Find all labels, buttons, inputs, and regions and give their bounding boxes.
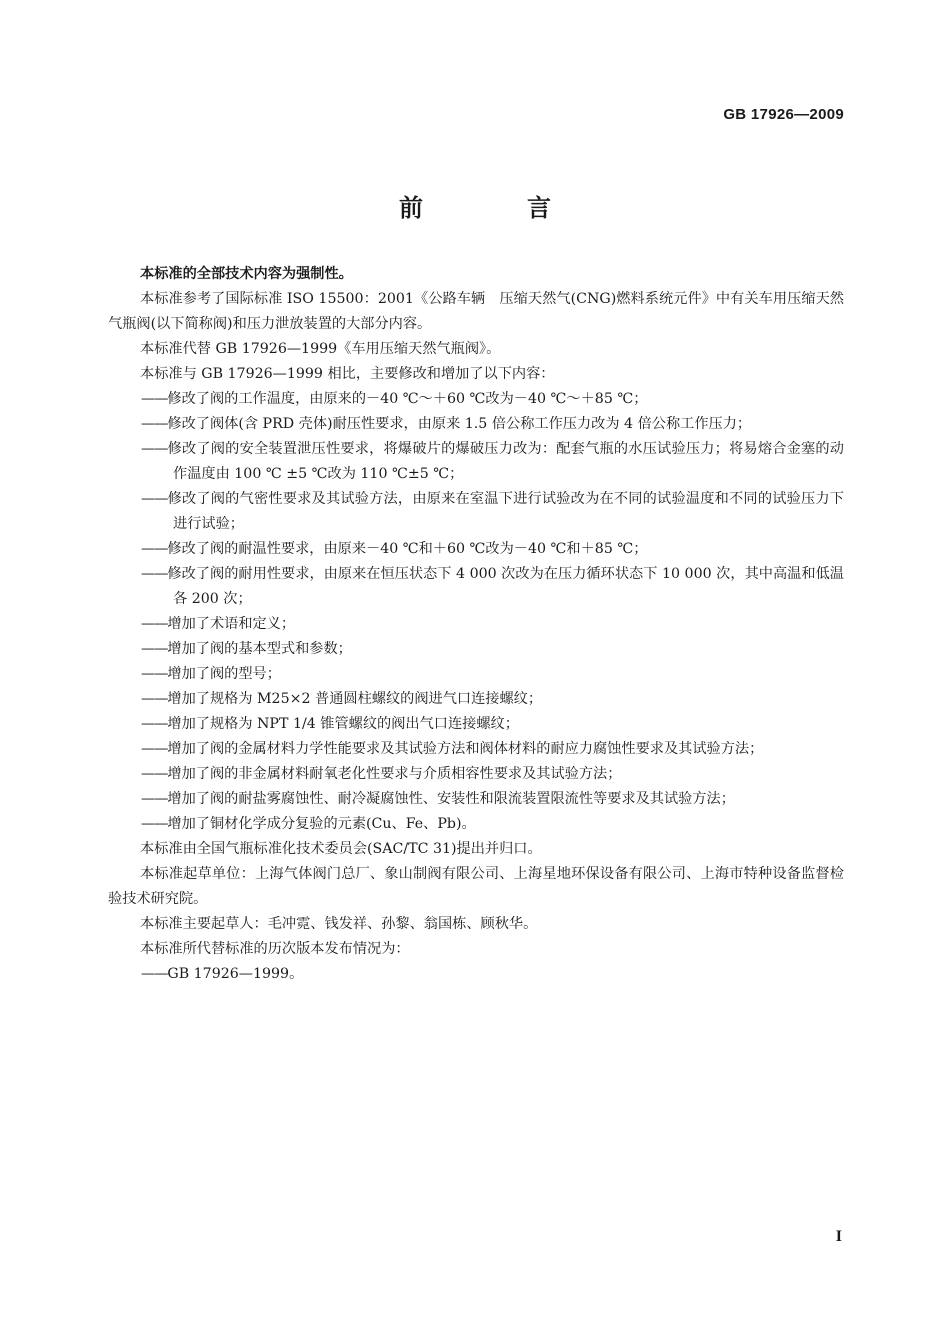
list-dash: —— xyxy=(141,391,168,407)
list-dash: —— xyxy=(141,541,168,557)
list-dash: —— xyxy=(141,441,168,457)
list-item: ——增加了规格为 NPT 1/4 锥管螺纹的阀出气口连接螺纹； xyxy=(141,716,519,732)
list-dash: —— xyxy=(141,416,168,432)
drafters-paragraph: 本标准主要起草人：毛冲霓、钱发祥、孙黎、翁国栋、顾秋华。 xyxy=(140,916,538,932)
list-item: ——修改了阀的气密性要求及其试验方法，由原来在室温下进行试验改为在不同的试验温度和不同的试验压力下进行试验； xyxy=(141,491,844,532)
reference-paragraph: 本标准参考了国际标准 ISO 15500：2001《公路车辆 压缩天然气(CNG)燃料系统元件》中有关车用压缩天然气瓶阀(以下简称阀)和压力泄放装置的大部分内容。 xyxy=(108,291,844,332)
list-item: ——增加了阀的基本型式和参数； xyxy=(141,641,352,657)
list-item: ——增加了阀的耐盐雾腐蚀性、耐冷凝腐蚀性、安装性和限流装置限流性等要求及其试验方法； xyxy=(141,791,735,807)
list-dash: —— xyxy=(141,791,168,807)
list-item: ——增加了阀的非金属材料耐氧老化性要求与介质相容性要求及其试验方法； xyxy=(141,766,622,782)
list-item: ——修改了阀的安全装置泄压性要求，将爆破片的爆破压力改为：配套气瓶的水压试验压力；将易熔合金塞的动作温度由 100 ℃ ±5 ℃改为 110 ℃±5 ℃； xyxy=(141,441,844,482)
list-item: ——修改了阀的工作温度，由原来的－40 ℃～＋60 ℃改为－40 ℃～＋85 ℃； xyxy=(141,391,648,407)
list-dash: —— xyxy=(141,816,168,832)
list-dash: —— xyxy=(141,616,168,632)
changes-intro: 本标准与 GB 17926—1999 相比，主要修改和增加了以下内容： xyxy=(140,366,555,382)
replacement-paragraph: 本标准代替 GB 17926—1999《车用压缩天然气瓶阀》。 xyxy=(140,341,501,357)
document-body xyxy=(108,262,844,987)
list-item: ——修改了阀体(含 PRD 壳体)耐压性要求，由原来 1.5 倍公称工作压力改为 4 倍公称工作压力； xyxy=(141,416,752,432)
list-item: ——修改了阀的耐温性要求，由原来－40 ℃和＋60 ℃改为－40 ℃和＋85 ℃； xyxy=(141,541,648,557)
list-dash: —— xyxy=(141,641,168,657)
list-dash: —— xyxy=(141,691,168,707)
page-title: 前 言 xyxy=(399,194,591,222)
list-dash: —— xyxy=(141,741,168,757)
list-item: ——增加了术语和定义； xyxy=(141,616,296,632)
list-dash: —— xyxy=(141,966,168,982)
list-dash: —— xyxy=(141,666,168,682)
list-item: ——增加了铜材化学成分复验的元素(Cu、Fe、Pb)。 xyxy=(141,816,476,832)
proposer-paragraph: 本标准由全国气瓶标准化技术委员会(SAC/TC 31)提出并归口。 xyxy=(140,841,542,857)
changes-list xyxy=(108,387,844,837)
page-number: I xyxy=(835,1228,842,1245)
drafting-units-paragraph: 本标准起草单位：上海气体阀门总厂、象山制阀有限公司、上海星地环保设备有限公司、上海市特种设备监督检验技术研究院。 xyxy=(108,866,844,907)
list-item: ——增加了阀的金属材料力学性能要求及其试验方法和阀体材料的耐应力腐蚀性要求及其试验方法； xyxy=(141,741,764,757)
history-intro: 本标准所代替标准的历次版本发布情况为： xyxy=(140,941,410,957)
list-dash: —— xyxy=(141,491,168,507)
list-item: ——GB 17926—1999。 xyxy=(141,966,304,982)
list-item: ——修改了阀的耐用性要求，由原来在恒压状态下 4 000 次改为在压力循环状态下 10 000 次，其中高温和低温各 200 次； xyxy=(141,566,844,607)
history-list xyxy=(108,962,844,987)
list-dash: —— xyxy=(141,716,168,732)
list-dash: —— xyxy=(141,566,168,582)
list-item: ——增加了阀的型号； xyxy=(141,666,281,682)
list-dash: —— xyxy=(141,766,168,782)
mandatory-statement: 本标准的全部技术内容为强制性。 xyxy=(140,266,353,282)
list-item: ——增加了规格为 M25×2 普通圆柱螺纹的阀进气口连接螺纹； xyxy=(141,691,543,707)
standard-code: GB 17926—2009 xyxy=(723,106,844,123)
